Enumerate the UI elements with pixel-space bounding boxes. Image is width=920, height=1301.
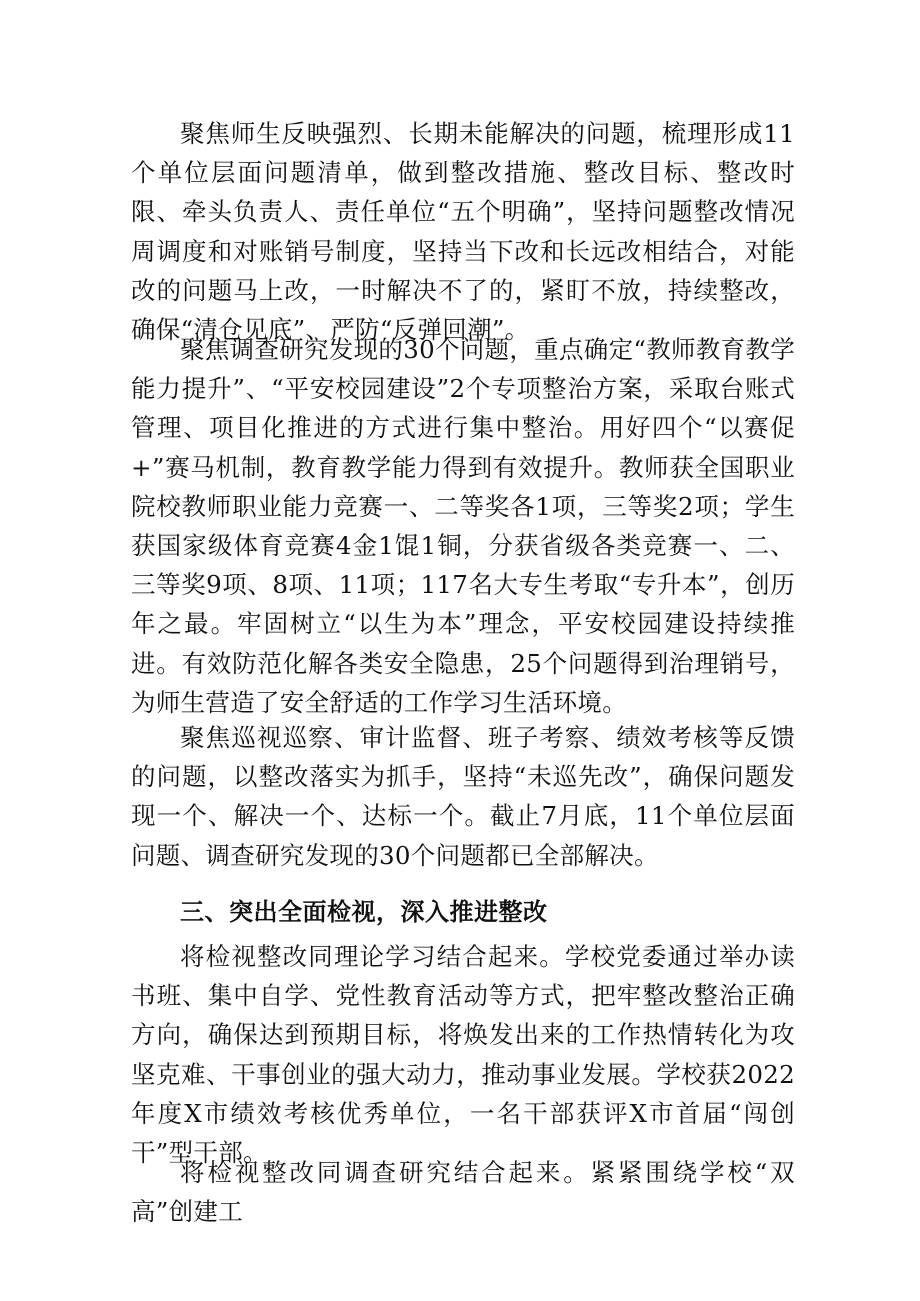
paragraph-inspection-feedback: 聚焦巡视巡察、审计监督、班子考察、绩效考核等反馈的问题，以整改落实为抓手，坚持“未巡先改”，确保问题发现一个、解决一个、达标一个。截止7月底，11个单位层面问题、调查研究发现的30个问题都已全部解决。	[131, 723, 795, 870]
paragraph-research-combination: 将检视整改同调查研究结合起来。紧紧围绕学校“双高”创建工	[131, 1158, 795, 1227]
section-heading: 三、突出全面检视，深入推进整改	[180, 898, 548, 926]
paragraph-theory-study: 将检视整改同理论学习结合起来。学校党委通过举办读书班、集中自学、党性教育活动等方式，把牢整改整治正确方向，确保达到预期目标，将焕发出来的工作热情转化为攻坚克难、干事创业的强大动力，推动事业发展。学校获2022年度X市绩效考核优秀单位，一名干部获评X市首届“闯创干”型干部。	[131, 942, 795, 1168]
paragraph-problem-list: 聚焦师生反映强烈、长期未能解决的问题，梳理形成11个单位层面问题清单，做到整改措施、整改目标、整改时限、牵头负责人、责任单位“五个明确”，坚持问题整改情况周调度和对账销号制度，坚持当下改和长远改相结合，对能改的问题马上改，一时解决不了的，紧盯不放，持续整改，确保“清仓见底”、严防“反弹回潮”。	[131, 119, 795, 345]
paragraph-research-issues: 聚焦调查研究发现的30个问题，重点确定“教师教育教学能力提升”、“平安校园建设”2个专项整治方案，采取台账式管理、项目化推进的方式进行集中整治。用好四个“以赛促+”赛马机制，教育教学能力得到有效提升。教师获全国职业院校教师职业能力竞赛一、二等奖各1项，三等奖2项；学生获国家级体育竞赛4金1馄1铜，分获省级各类竞赛一、二、三等奖9项、8项、11项；117名大专生考取“专升本”，创历年之最。牢固树立“以生为本”理念，平安校园建设持续推进。有效防范化解各类安全隐患，25个问题得到治理销号，为师生营造了安全舒适的工作学习生活环境。	[131, 335, 795, 717]
